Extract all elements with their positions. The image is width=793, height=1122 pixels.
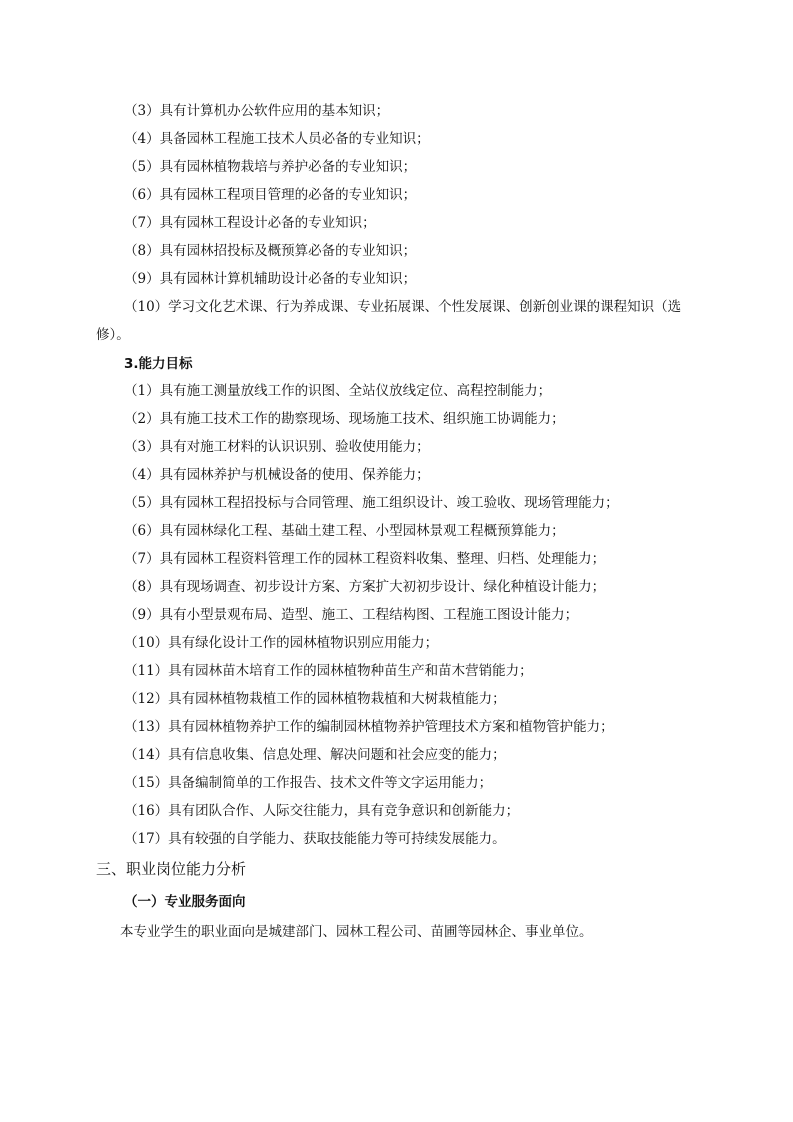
subsection-heading: （一）专业服务面向 (124, 894, 246, 910)
section-heading: 三、职业岗位能力分析 (96, 860, 247, 878)
ability-item: （7）具有园林工程资料管理工作的园林工程资料收集、整理、归档、处理能力； (124, 551, 606, 567)
ability-item: （17）具有较强的自学能力、获取技能能力等可持续发展能力。 (124, 831, 506, 847)
knowledge-item: （8）具有园林招投标及概预算必备的专业知识； (124, 243, 417, 259)
knowledge-item: （5）具有园林植物栽培与养护必备的专业知识； (124, 159, 417, 175)
knowledge-item: （3）具有计算机办公软件应用的基本知识； (124, 103, 390, 119)
knowledge-item: （9）具有园林计算机辅助设计必备的专业知识； (124, 271, 417, 287)
knowledge-item: （10）学习文化艺术课、行为养成课、专业拓展课、个性发展课、创新创业课的课程知识（选 (124, 299, 682, 315)
ability-item: （5）具有园林工程招投标与合同管理、施工组织设计、竣工验收、现场管理能力； (124, 495, 619, 511)
ability-item: （3）具有对施工材料的认识识别、验收使用能力； (124, 439, 430, 455)
ability-item: （4）具有园林养护与机械设备的使用、保养能力； (124, 467, 430, 483)
ability-item: （13）具有园林植物养护工作的编制园林植物养护管理技术方案和植物管护能力； (124, 719, 614, 735)
ability-item: （9）具有小型景观布局、造型、施工、工程结构图、工程施工图设计能力； (124, 607, 579, 623)
ability-heading: 3.能力目标 (124, 356, 193, 372)
ability-item: （15）具备编制简单的工作报告、技术文件等文字运用能力； (124, 775, 493, 791)
ability-item: （11）具有园林苗木培育工作的园林植物种苗生产和苗木营销能力； (124, 663, 533, 679)
knowledge-item: （6）具有园林工程项目管理的必备的专业知识； (124, 187, 417, 203)
service-paragraph: 本专业学生的职业面向是城建部门、园林工程公司、苗圃等园林企、事业单位。 (120, 924, 593, 940)
ability-item: （2）具有施工技术工作的勘察现场、现场施工技术、组织施工协调能力； (124, 411, 565, 427)
knowledge-item-continuation: 修）。 (96, 327, 130, 343)
ability-item: （10）具有绿化设计工作的园林植物识别应用能力； (124, 635, 439, 651)
ability-item: （12）具有园林植物栽植工作的园林植物栽植和大树栽植能力； (124, 691, 506, 707)
ability-item: （1）具有施工测量放线工作的识图、全站仪放线定位、高程控制能力； (124, 383, 552, 399)
ability-item: （8）具有现场调查、初步设计方案、方案扩大初初步设计、绿化种植设计能力； (124, 579, 606, 595)
ability-item: （16）具有团队合作、人际交往能力，具有竞争意识和创新能力； (124, 803, 520, 819)
ability-item: （14）具有信息收集、信息处理、解决问题和社会应变的能力； (124, 747, 506, 763)
knowledge-item: （4）具备园林工程施工技术人员必备的专业知识； (124, 131, 430, 147)
ability-item: （6）具有园林绿化工程、基础土建工程、小型园林景观工程概预算能力； (124, 523, 565, 539)
knowledge-item: （7）具有园林工程设计必备的专业知识； (124, 215, 376, 231)
